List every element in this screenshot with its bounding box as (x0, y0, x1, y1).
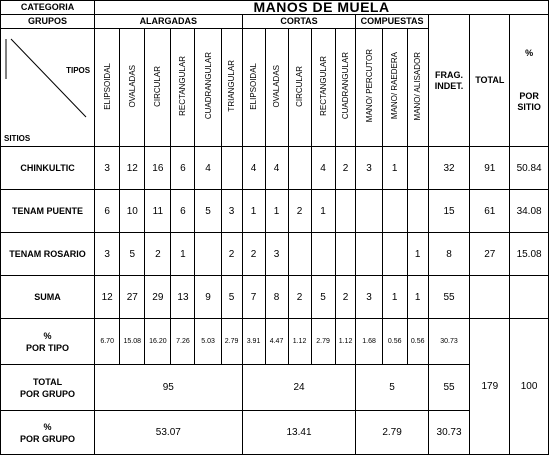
cell: 5.03 (195, 319, 221, 365)
cell: 1 (171, 233, 195, 276)
cell: 9 (195, 276, 221, 319)
type-label: RECTANGULAR (178, 56, 188, 116)
pct-cell: 34.08 (510, 190, 549, 233)
total-grupo-row (1, 365, 549, 411)
total-text: TOTAL (32, 376, 63, 387)
cell: 8 (265, 276, 288, 319)
cell: 6 (95, 190, 120, 233)
cell: 2 (145, 233, 171, 276)
cell: 4 (265, 147, 288, 190)
por-tipo-text: POR TIPO (26, 342, 70, 353)
cell: 1 (407, 233, 428, 276)
compuestas-total: 5 (356, 365, 428, 411)
total-cell: 27 (470, 233, 510, 276)
type-label: OVALADAS (272, 64, 282, 108)
tipos-label: TIPOS (66, 66, 91, 75)
type-header (221, 29, 242, 147)
cell (288, 147, 311, 190)
cell: 16.20 (145, 319, 171, 365)
cell: 1.68 (356, 319, 382, 365)
cell: 11 (145, 190, 171, 233)
frag-cell: 30.73 (428, 411, 470, 455)
type-label: CUADRANGULAR (203, 52, 213, 120)
group-alargadas: ALARGADAS (95, 15, 242, 29)
cell: 1.12 (288, 319, 311, 365)
cell (311, 233, 335, 276)
type-label: MANO/ ALISADOR (413, 51, 423, 121)
type-header (195, 29, 221, 147)
cell: 3.91 (242, 319, 265, 365)
cell: 1 (242, 190, 265, 233)
cell: 6.70 (95, 319, 120, 365)
type-label: CIRCULAR (295, 65, 305, 107)
cell (382, 190, 407, 233)
pct-cell: 15.08 (510, 233, 549, 276)
total-cell: 91 (470, 147, 510, 190)
cell: 7.26 (171, 319, 195, 365)
type-header (120, 29, 145, 147)
cell: 16 (145, 147, 171, 190)
table-row (1, 147, 549, 190)
cell: 1.12 (335, 319, 356, 365)
cell: 12 (120, 147, 145, 190)
total-header: TOTAL (470, 15, 510, 147)
cell: 2 (288, 190, 311, 233)
cell: 5 (221, 276, 242, 319)
frag-cell: 55 (428, 276, 470, 319)
type-label: CIRCULAR (153, 65, 163, 107)
grand-pct: 100 (510, 319, 549, 455)
por-sitio-label: POR SITIO (517, 91, 541, 112)
cell: 2 (335, 147, 356, 190)
cell: 15.08 (120, 319, 145, 365)
type-header (311, 29, 335, 147)
cell: 27 (120, 276, 145, 319)
type-label: CUADRANGULAR (341, 52, 351, 120)
type-label: RECTANGULAR (318, 56, 328, 116)
diagonal-divider (1, 29, 91, 147)
cell (356, 233, 382, 276)
cell: 6 (171, 147, 195, 190)
cell: 10 (120, 190, 145, 233)
type-header (171, 29, 195, 147)
categoria-header: CATEGORIA (1, 1, 95, 15)
cell: 0.56 (382, 319, 407, 365)
cell: 2 (288, 276, 311, 319)
alargadas-total: 95 (95, 365, 242, 411)
pct-symbol: % (43, 330, 52, 341)
table-row (1, 190, 549, 233)
frag-cell: 55 (428, 365, 470, 411)
suma-label: SUMA (1, 276, 95, 319)
type-header (407, 29, 428, 147)
frag-cell: 32 (428, 147, 470, 190)
cell: 13 (171, 276, 195, 319)
type-label: ELIPSOIDAL (249, 62, 259, 110)
type-header (145, 29, 171, 147)
grand-total: 179 (470, 319, 510, 455)
cell (407, 190, 428, 233)
cell: 5 (195, 190, 221, 233)
cell: 1 (382, 276, 407, 319)
cell: 3 (95, 233, 120, 276)
cell (382, 233, 407, 276)
type-label: ELIPSOIDAL (102, 62, 112, 110)
sitios-label: SITIOS (4, 134, 31, 143)
frag-cell: 15 (428, 190, 470, 233)
type-label: MANO/ RAEDERA (390, 52, 400, 120)
cell: 5 (120, 233, 145, 276)
type-header (356, 29, 382, 147)
cell: 3 (221, 190, 242, 233)
pct-cell: 50.84 (510, 147, 549, 190)
group-compuestas: COMPUESTAS (356, 15, 428, 29)
cell: 4.47 (265, 319, 288, 365)
cell: 1 (265, 190, 288, 233)
type-header (335, 29, 356, 147)
type-header (265, 29, 288, 147)
cell: 2.79 (311, 319, 335, 365)
alargadas-pct: 53.07 (95, 411, 242, 455)
suma-row (1, 276, 549, 319)
pct-sitio-header (510, 15, 549, 147)
cell (407, 147, 428, 190)
frag-cell: 30.73 (428, 319, 470, 365)
cell: 3 (356, 276, 382, 319)
type-label: TRIANGULAR (227, 60, 237, 112)
total-grupo-label (1, 365, 95, 411)
compuestas-pct: 2.79 (356, 411, 428, 455)
cell (221, 147, 242, 190)
type-label: MANO/ PERCUTOR (364, 49, 374, 123)
cell: 2 (242, 233, 265, 276)
cell: 4 (311, 147, 335, 190)
total-cell: 61 (470, 190, 510, 233)
cell: 29 (145, 276, 171, 319)
cortas-pct: 13.41 (242, 411, 356, 455)
cell (335, 190, 356, 233)
group-cortas: CORTAS (242, 15, 356, 29)
cell: 0.56 (407, 319, 428, 365)
pct-cell (510, 276, 549, 319)
site-name: CHINKULTIC (1, 147, 95, 190)
frag-indet-header: FRAG. INDET. (428, 15, 470, 147)
cell: 6 (171, 190, 195, 233)
por-tipo-row (1, 319, 549, 365)
por-tipo-label (1, 319, 95, 365)
page-title: MANOS DE MUELA (95, 1, 549, 15)
cell: 3 (265, 233, 288, 276)
type-header (382, 29, 407, 147)
cell: 2 (335, 276, 356, 319)
site-name: TENAM PUENTE (1, 190, 95, 233)
cell: 7 (242, 276, 265, 319)
cell: 1 (407, 276, 428, 319)
frag-cell: 8 (428, 233, 470, 276)
type-header (288, 29, 311, 147)
cell: 1 (311, 190, 335, 233)
cell: 4 (195, 147, 221, 190)
cell: 5 (311, 276, 335, 319)
cell (195, 233, 221, 276)
pct-grupo-label (1, 411, 95, 455)
cell (335, 233, 356, 276)
type-label: OVALADAS (127, 64, 137, 108)
cell: 3 (95, 147, 120, 190)
cell: 1 (382, 147, 407, 190)
cell (356, 190, 382, 233)
por-grupo-text: POR GRUPO (20, 388, 76, 399)
grupos-header: GRUPOS (1, 15, 95, 29)
cell: 4 (242, 147, 265, 190)
cell: 2 (221, 233, 242, 276)
pct-symbol: % (43, 421, 52, 432)
cortas-total: 24 (242, 365, 356, 411)
cell (288, 233, 311, 276)
type-header (95, 29, 120, 147)
tipos-sitios-corner (1, 29, 95, 147)
table-row (1, 233, 549, 276)
cell: 12 (95, 276, 120, 319)
pct-grupo-row (1, 411, 549, 455)
pct-symbol: % (525, 48, 534, 58)
cell: 3 (356, 147, 382, 190)
type-header (242, 29, 265, 147)
cell: 2.79 (221, 319, 242, 365)
por-grupo-text: POR GRUPO (20, 433, 76, 444)
site-name: TENAM ROSARIO (1, 233, 95, 276)
total-cell (470, 276, 510, 319)
